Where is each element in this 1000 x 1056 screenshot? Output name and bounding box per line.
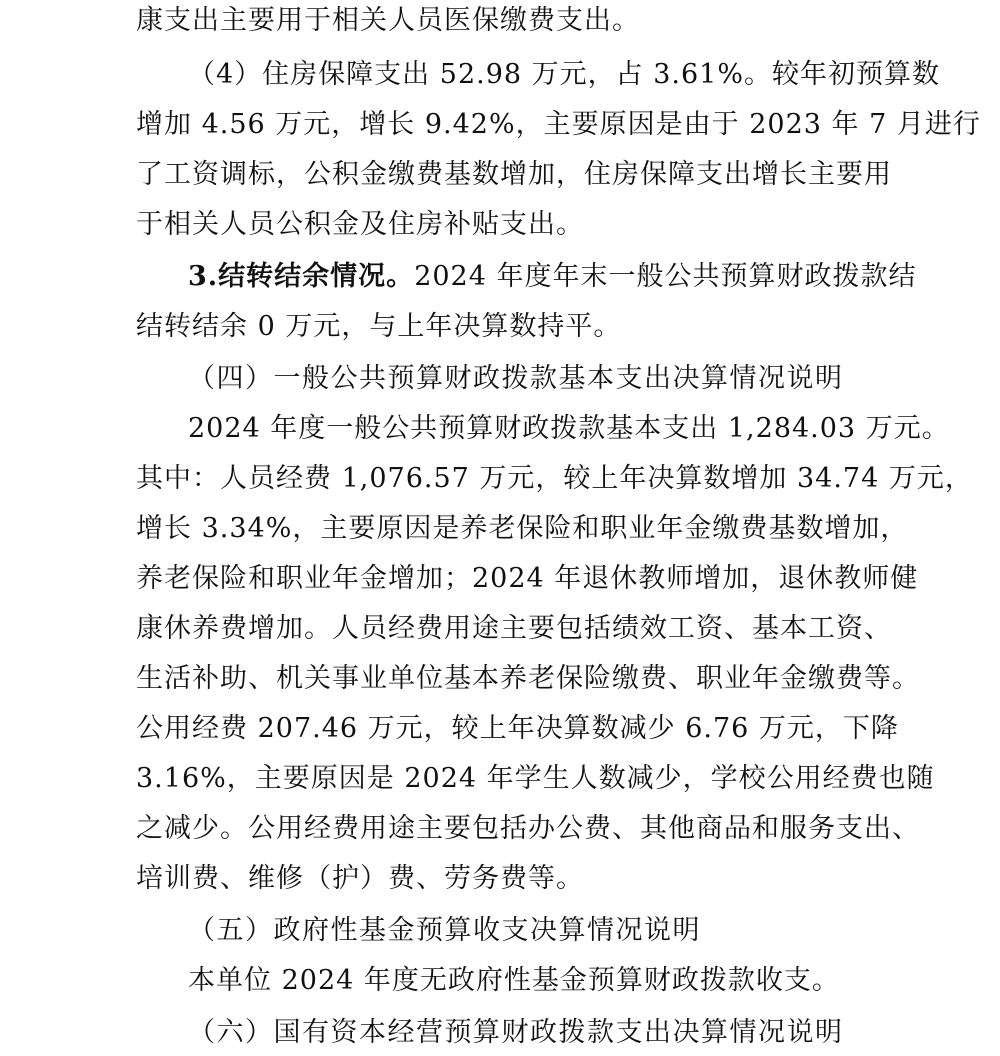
paragraph-line: 康支出主要用于相关人员医保缴费支出。 <box>136 5 640 36</box>
carryover-heading: 3.结转结余情况。 <box>188 261 415 292</box>
paragraph-line: 公用经费 207.46 万元，较上年决算数减少 6.76 万元，下降 <box>136 713 899 744</box>
paragraph-line: 本单位 2024 年度无政府性基金预算财政拨款收支。 <box>188 965 840 996</box>
section-heading-government-fund: （五）政府性基金预算收支决算情况说明 <box>188 915 701 946</box>
section-heading-state-capital: （六）国有资本经营预算财政拨款支出决算情况说明 <box>188 1017 844 1048</box>
paragraph-line: 养老保险和职业年金增加；2024 年退休教师增加，退休教师健 <box>136 563 919 594</box>
carryover-text: 2024 年度年末一般公共预算财政拨款结 <box>414 261 917 292</box>
paragraph-line: 了工资调标，公积金缴费基数增加，住房保障支出增长主要用 <box>136 159 892 190</box>
paragraph-line: 之减少。公用经费用途主要包括办公费、其他商品和服务支出、 <box>136 813 920 844</box>
paragraph-line: 结转结余 0 万元，与上年决算数持平。 <box>136 311 622 342</box>
paragraph-line: 康休养费增加。人员经费用途主要包括绩效工资、基本工资、 <box>136 613 892 644</box>
paragraph-line: 3.16%，主要原因是 2024 年学生人数减少，学校公用经费也随 <box>136 763 935 794</box>
paragraph-line: 其中：人员经费 1,076.57 万元，较上年决算数增加 34.74 万元， <box>136 463 973 494</box>
paragraph-line: 增加 4.56 万元，增长 9.42%，主要原因是由于 2023 年 7 月进行 <box>136 109 981 140</box>
paragraph-line: 培训费、维修（护）费、劳务费等。 <box>136 863 584 894</box>
paragraph-line: （4）住房保障支出 52.98 万元，占 3.61%。较年初预算数 <box>188 59 940 90</box>
section-heading-basic-expenditure: （四）一般公共预算财政拨款基本支出决算情况说明 <box>188 363 844 394</box>
paragraph-line: 于相关人员公积金及住房补贴支出。 <box>136 209 584 240</box>
paragraph-line: 增长 3.34%，主要原因是养老保险和职业年金缴费基数增加， <box>136 513 909 544</box>
carryover-line <box>188 260 916 294</box>
paragraph-line: 生活补助、机关事业单位基本养老保险缴费、职业年金缴费等。 <box>136 663 920 694</box>
paragraph-line: 2024 年度一般公共预算财政拨款基本支出 1,284.03 万元。 <box>188 413 950 444</box>
